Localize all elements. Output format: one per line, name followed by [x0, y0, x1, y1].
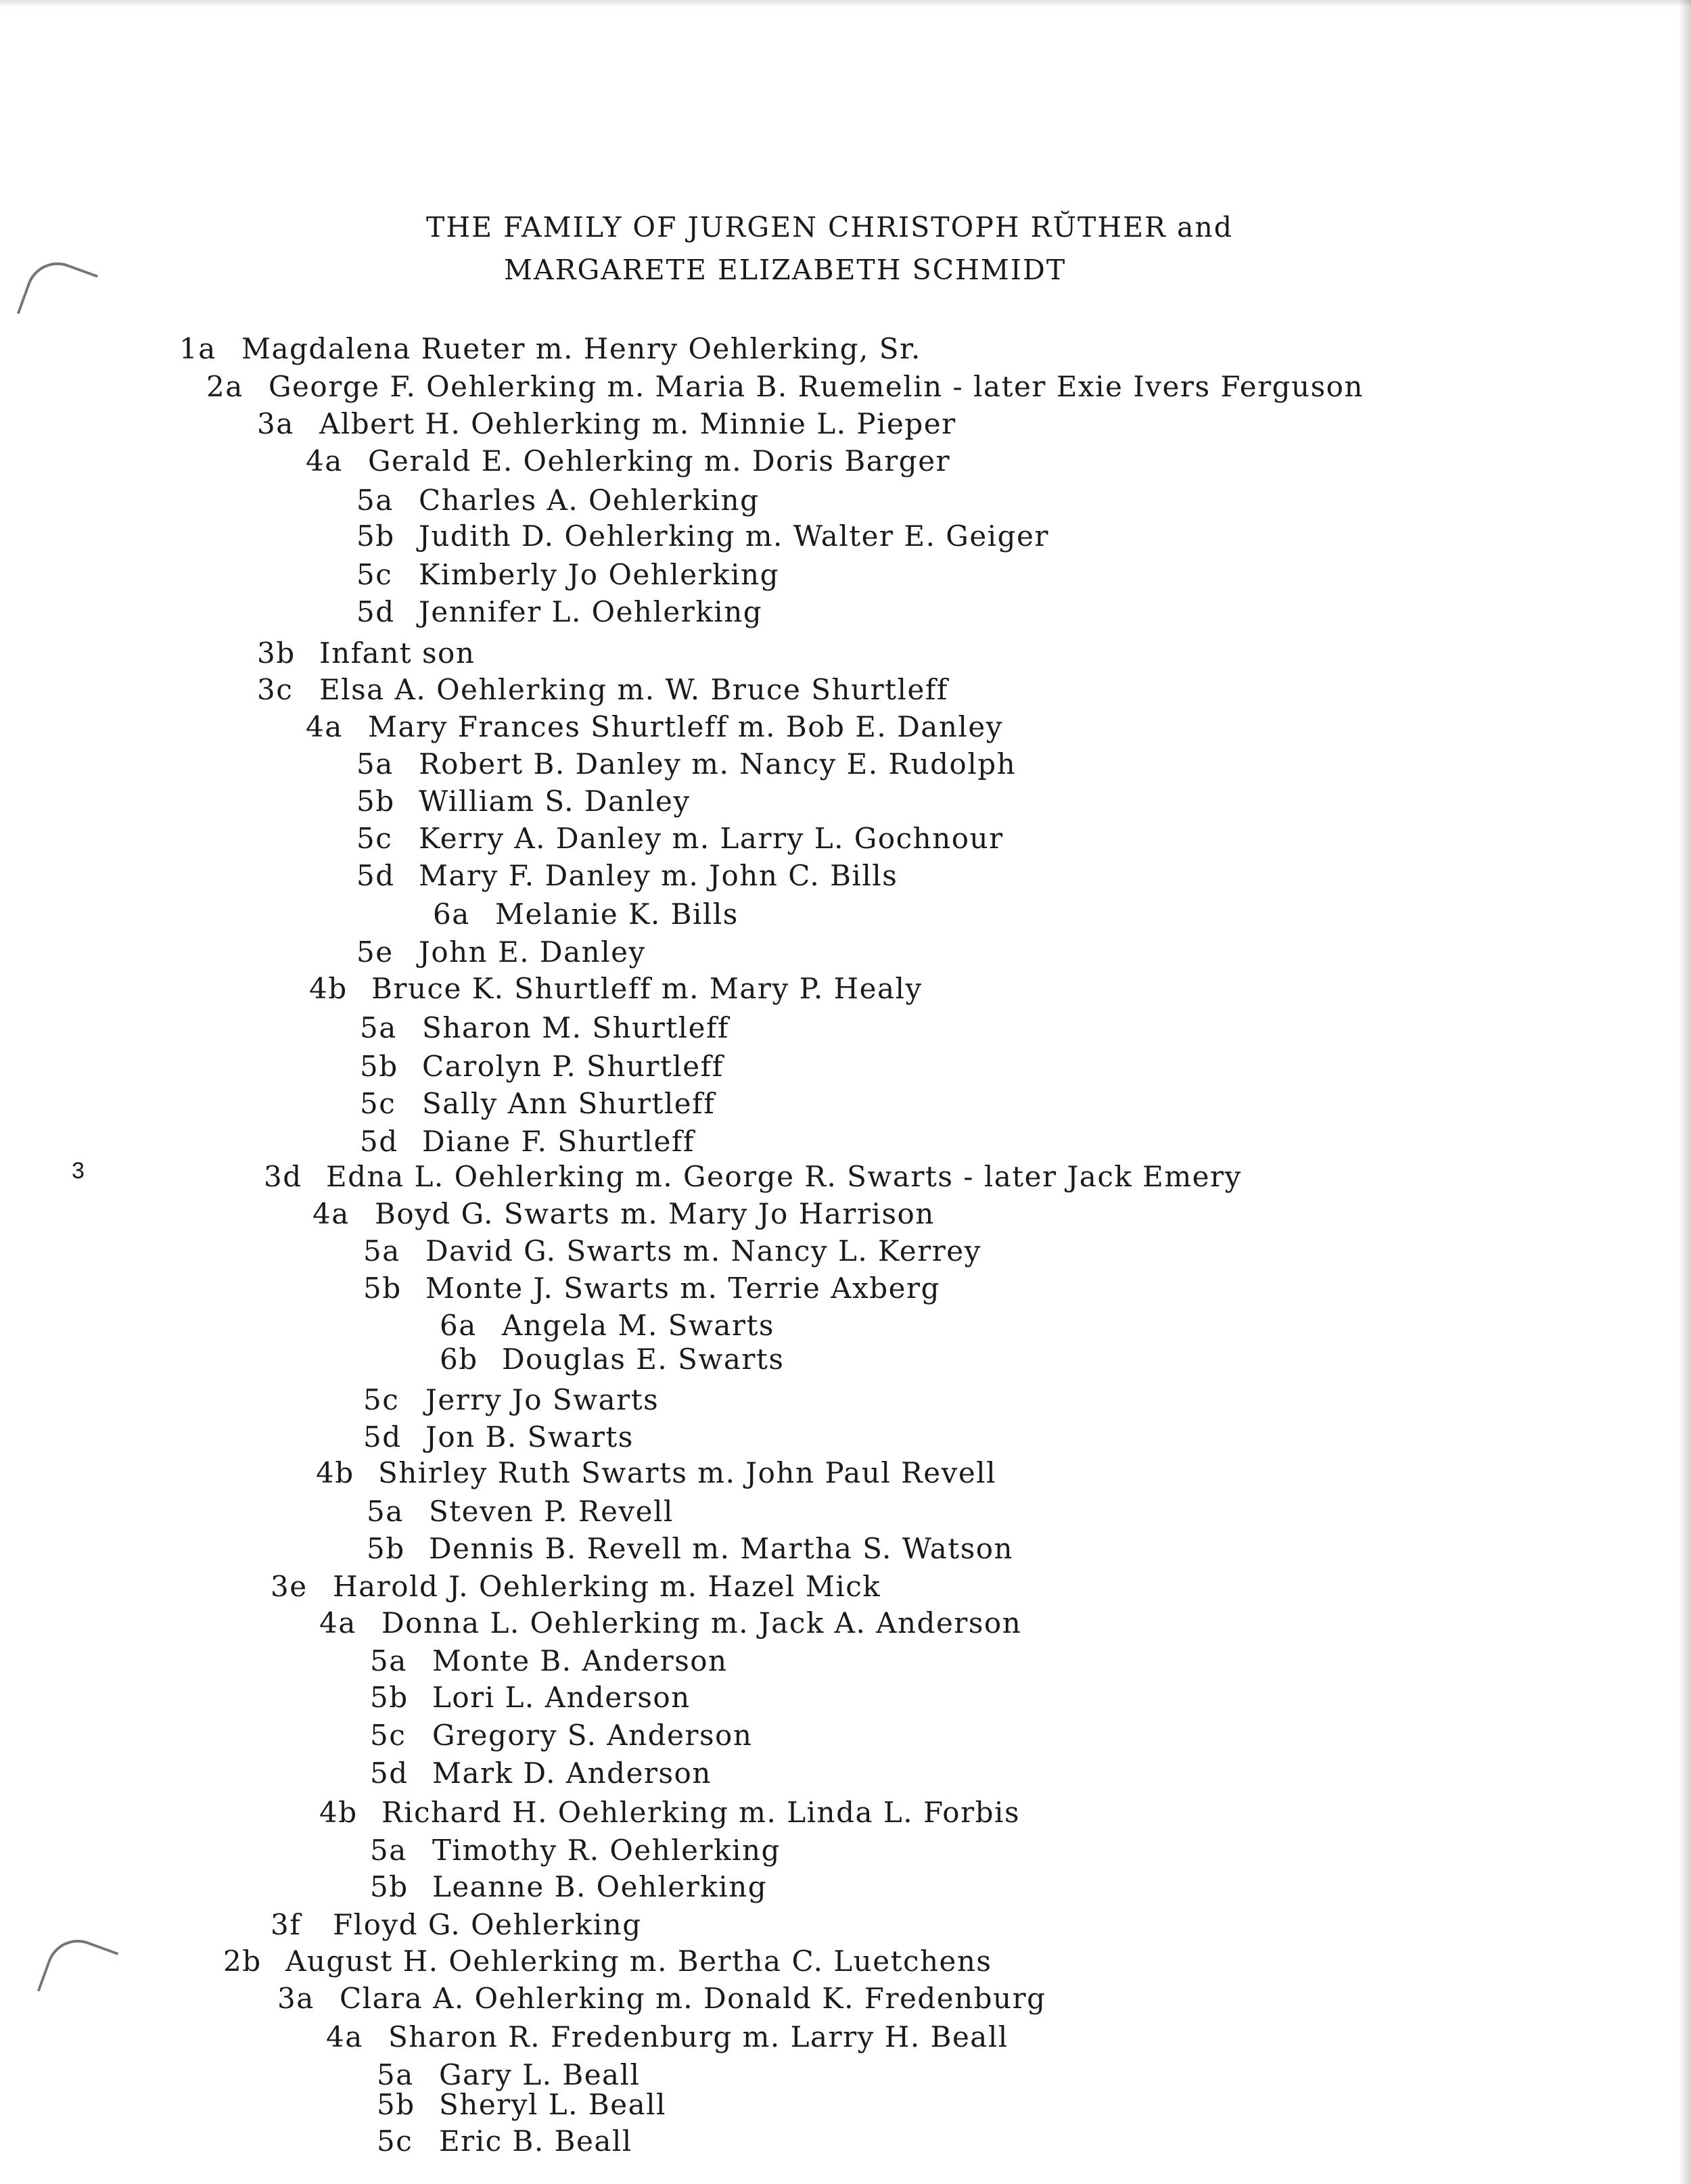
generation-code: 3a	[257, 407, 294, 440]
generation-code: 5a	[367, 1495, 404, 1528]
member-name: Judith D. Oehlerking m. Walter E. Geiger	[419, 519, 1049, 553]
generation-code: 5d	[360, 1125, 398, 1158]
member-name: William S. Danley	[419, 785, 691, 818]
family-member-entry	[356, 745, 1016, 783]
family-member-entry	[370, 1717, 752, 1755]
family-member-entry	[360, 1085, 715, 1123]
member-name: Sally Ann Shurtleff	[422, 1087, 716, 1120]
family-member-entry	[440, 1341, 784, 1378]
generation-code: 5c	[360, 1087, 396, 1120]
family-member-entry	[257, 634, 475, 672]
family-member-entry	[326, 2018, 1009, 2056]
generation-code: 2b	[223, 1945, 262, 1978]
generation-code: 3c	[257, 673, 294, 706]
family-member-entry	[312, 1195, 935, 1233]
member-name: Carolyn P. Shurtleff	[422, 1050, 724, 1083]
member-name: Robert B. Danley m. Nancy E. Rudolph	[419, 747, 1017, 781]
generation-code: 4b	[316, 1456, 354, 1489]
member-name: Albert H. Oehlerking m. Minnie L. Pieper	[319, 407, 956, 440]
generation-code: 3f	[271, 1908, 302, 1941]
generation-code: 5d	[363, 1420, 402, 1454]
member-name: David G. Swarts m. Nancy L. Kerrey	[425, 1234, 981, 1268]
member-name: Steven P. Revell	[429, 1495, 674, 1528]
family-member-entry	[277, 1980, 1046, 2018]
generation-code: 6a	[440, 1309, 477, 1342]
family-member-entry	[360, 1048, 724, 1086]
family-member-entry	[271, 1568, 881, 1606]
member-name: Lori L. Anderson	[432, 1681, 691, 1714]
family-member-entry	[356, 517, 1049, 555]
generation-code: 5a	[356, 747, 394, 781]
generation-code: 5c	[356, 558, 393, 591]
member-name: Bruce K. Shurtleff m. Mary P. Healy	[371, 972, 923, 1005]
generation-code: 5a	[363, 1234, 400, 1268]
family-member-entry	[257, 405, 956, 443]
family-member-entry	[370, 1832, 781, 1869]
member-name: Donna L. Oehlerking m. Jack A. Anderson	[381, 1606, 1022, 1640]
member-name: Eric B. Beall	[439, 2124, 632, 2158]
family-member-entry	[367, 1493, 674, 1531]
family-member-entry	[370, 1679, 691, 1717]
family-member-entry	[264, 1158, 1242, 1196]
member-name: Floyd G. Oehlerking	[333, 1908, 642, 1941]
family-member-entry	[370, 1868, 767, 1906]
generation-code: 4a	[306, 710, 343, 743]
member-name: Charles A. Oehlerking	[419, 484, 760, 517]
member-name: Richard H. Oehlerking m. Linda L. Forbis	[381, 1796, 1021, 1829]
family-member-entry	[206, 368, 1364, 406]
family-member-entry	[257, 671, 948, 709]
generation-code: 2a	[206, 370, 244, 403]
scan-top-shadow	[0, 0, 1691, 7]
member-name: Mark D. Anderson	[432, 1757, 712, 1790]
generation-code: 3d	[264, 1160, 302, 1193]
member-name: George F. Oehlerking m. Maria B. Ruemelin - later Exie Ivers Ferguson	[269, 370, 1364, 403]
family-member-entry	[356, 556, 779, 594]
generation-code: 4a	[306, 444, 343, 478]
member-name: Douglas E. Swarts	[502, 1343, 785, 1376]
member-name: Gerald E. Oehlerking m. Doris Barger	[368, 444, 951, 478]
generation-code: 5d	[356, 859, 395, 892]
member-name: Timothy R. Oehlerking	[432, 1834, 781, 1867]
document-title-line-2: MARGARETE ELIZABETH SCHMIDT	[504, 254, 1067, 286]
page-number: 3	[72, 1158, 85, 1184]
generation-code: 1a	[179, 332, 216, 365]
member-name: Boyd G. Swarts m. Mary Jo Harrison	[375, 1197, 935, 1230]
member-name: Monte J. Swarts m. Terrie Axberg	[425, 1272, 940, 1305]
generation-code: 5d	[356, 595, 395, 628]
scan-edge-shadow	[1679, 0, 1691, 2184]
generation-code: 6b	[440, 1343, 478, 1376]
family-member-entry	[356, 593, 762, 631]
generation-code: 5b	[370, 1870, 409, 1903]
generation-code: 5b	[363, 1272, 402, 1305]
family-member-entry	[309, 970, 923, 1008]
member-name: Sharon R. Fredenburg m. Larry H. Beall	[388, 2020, 1009, 2053]
member-name: Magdalena Rueter m. Henry Oehlerking, Sr.	[241, 332, 921, 365]
family-member-entry	[360, 1123, 695, 1161]
generation-code: 5c	[356, 822, 393, 855]
member-name: Gregory S. Anderson	[432, 1719, 753, 1752]
member-name: Sheryl L. Beall	[439, 2088, 666, 2121]
generation-code: 5d	[370, 1757, 409, 1790]
generation-code: 5b	[367, 1532, 405, 1565]
generation-code: 4b	[319, 1796, 358, 1829]
generation-code: 3e	[271, 1570, 308, 1603]
family-member-entry	[179, 330, 921, 368]
generation-code: 5c	[377, 2124, 413, 2158]
generation-code: 5e	[356, 935, 394, 969]
generation-code: 4a	[319, 1606, 356, 1640]
member-name: Kimberly Jo Oehlerking	[419, 558, 779, 591]
member-name: Leanne B. Oehlerking	[432, 1870, 768, 1903]
member-name: Monte B. Anderson	[432, 1644, 728, 1677]
generation-code: 4b	[309, 972, 348, 1005]
generation-code: 5a	[360, 1011, 397, 1044]
family-member-entry	[370, 1755, 712, 1792]
member-name: Gary L. Beall	[439, 2058, 641, 2091]
member-name: Diane F. Shurtleff	[422, 1125, 695, 1158]
member-name: Edna L. Oehlerking m. George R. Swarts - later Jack Emery	[326, 1160, 1242, 1193]
member-name: Harold J. Oehlerking m. Hazel Mick	[333, 1570, 881, 1603]
family-member-entry	[377, 2086, 666, 2124]
generation-code: 5a	[377, 2058, 414, 2091]
punch-hole-bottom	[37, 1931, 118, 2012]
member-name: Melanie K. Bills	[495, 898, 739, 931]
member-name: Mary Frances Shurtleff m. Bob E. Danley	[368, 710, 1003, 743]
member-name: Clara A. Oehlerking m. Donald K. Fredenburg	[340, 1982, 1046, 2015]
generation-code: 6a	[433, 898, 470, 931]
family-member-entry	[319, 1604, 1021, 1642]
family-member-entry	[377, 2122, 632, 2160]
member-name: Mary F. Danley m. John C. Bills	[419, 859, 898, 892]
family-member-entry	[363, 1381, 659, 1419]
generation-code: 5b	[370, 1681, 409, 1714]
generation-code: 3b	[257, 636, 296, 670]
generation-code: 5a	[356, 484, 394, 517]
family-member-entry	[306, 708, 1003, 746]
family-member-entry	[360, 1009, 729, 1047]
family-member-entry	[440, 1307, 774, 1345]
generation-code: 5b	[356, 785, 395, 818]
generation-code: 5a	[370, 1834, 407, 1867]
family-member-entry	[363, 1232, 981, 1270]
family-member-entry	[306, 442, 950, 480]
family-member-entry	[367, 1530, 1013, 1568]
family-member-entry	[356, 820, 1004, 858]
generation-code: 5a	[370, 1644, 407, 1677]
generation-code: 5c	[363, 1383, 400, 1416]
member-name: Jon B. Swarts	[425, 1420, 634, 1454]
member-name: Infant son	[319, 636, 476, 670]
member-name: Shirley Ruth Swarts m. John Paul Revell	[378, 1456, 997, 1489]
family-member-entry	[316, 1454, 996, 1492]
family-member-entry	[356, 783, 691, 820]
family-member-entry	[356, 482, 760, 519]
family-member-entry	[319, 1794, 1020, 1832]
punch-hole-top	[17, 254, 98, 335]
member-name: Jennifer L. Oehlerking	[419, 595, 763, 628]
family-member-entry	[223, 1943, 992, 1980]
document-title-line-1: THE FAMILY OF JURGEN CHRISTOPH RŬTHER and	[426, 211, 1234, 243]
family-member-entry	[356, 857, 898, 895]
family-member-entry	[370, 1642, 728, 1680]
member-name: Angela M. Swarts	[502, 1309, 774, 1342]
member-name: Dennis B. Revell m. Martha S. Watson	[429, 1532, 1014, 1565]
member-name: Elsa A. Oehlerking m. W. Bruce Shurtleff	[319, 673, 948, 706]
generation-code: 5b	[360, 1050, 398, 1083]
member-name: John E. Danley	[419, 935, 646, 969]
member-name: August H. Oehlerking m. Bertha C. Luetchens	[285, 1945, 992, 1978]
generation-code: 5b	[356, 519, 395, 553]
generation-code: 4a	[326, 2020, 363, 2053]
member-name: Kerry A. Danley m. Larry L. Gochnour	[419, 822, 1004, 855]
generation-code: 4a	[312, 1197, 350, 1230]
member-name: Jerry Jo Swarts	[425, 1383, 659, 1416]
family-member-entry	[363, 1418, 634, 1456]
family-member-entry	[363, 1270, 940, 1307]
family-member-entry	[356, 933, 646, 971]
generation-code: 5b	[377, 2088, 415, 2121]
member-name: Sharon M. Shurtleff	[422, 1011, 730, 1044]
generation-code: 3a	[277, 1982, 315, 2015]
family-member-entry	[433, 896, 739, 933]
family-member-entry	[271, 1906, 642, 1944]
generation-code: 5c	[370, 1719, 407, 1752]
